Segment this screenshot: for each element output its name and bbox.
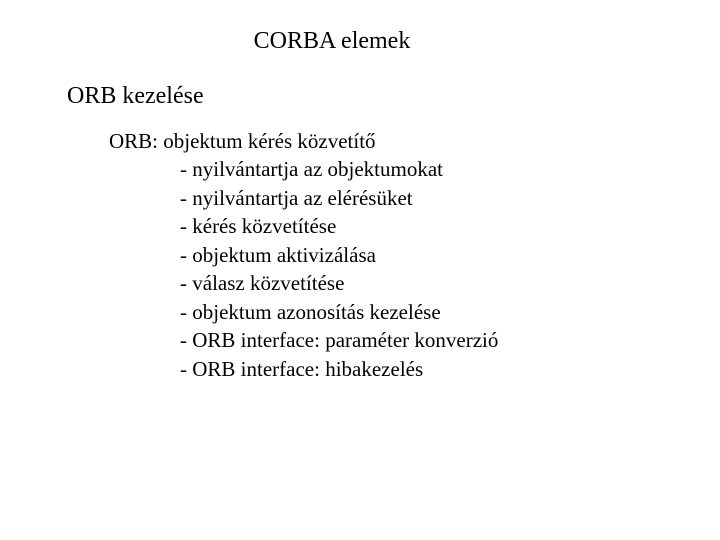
list-item: - válasz közvetítése [180, 271, 345, 295]
definition-line: ORB: objektum kérés közvetítő [109, 129, 376, 153]
list-item: - objektum azonosítás kezelése [180, 299, 441, 324]
section-heading: ORB kezelése [67, 83, 204, 109]
slide-title: CORBA elemek [253, 28, 411, 54]
feature-list [180, 155, 498, 383]
list-item: - nyilvántartja az elérésüket [180, 185, 413, 210]
list-item: - ORB interface: paraméter konverzió [180, 328, 499, 352]
list-item: - objektum aktivizálása [180, 242, 376, 267]
list-item: - ORB interface: hibakezelés [180, 356, 424, 381]
list-item: - kérés közvetítése [180, 214, 337, 238]
list-item: - nyilvántartja az objektumokat [180, 157, 443, 181]
